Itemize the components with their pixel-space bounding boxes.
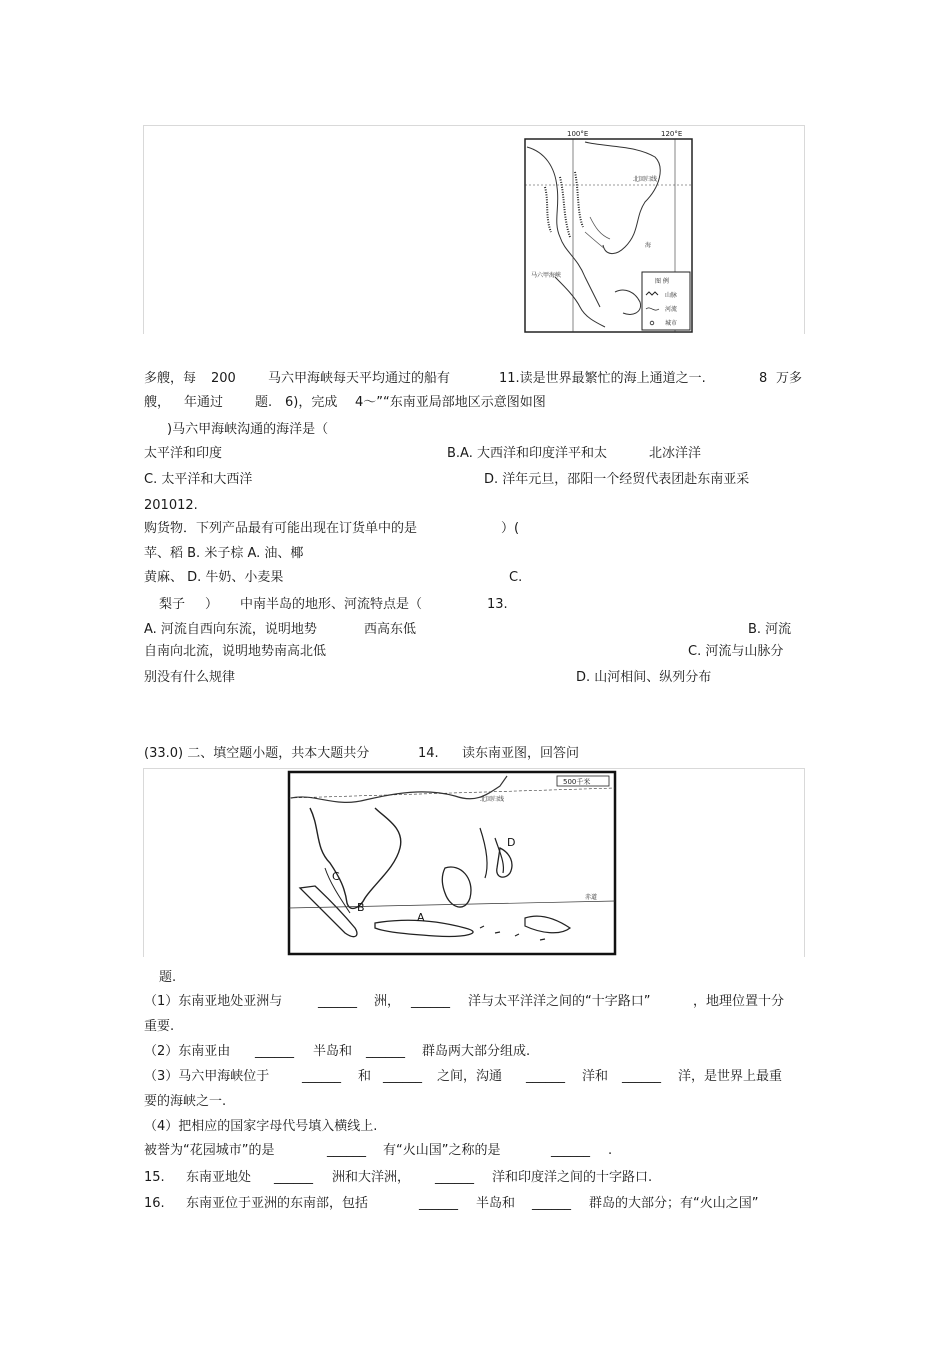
q14-p3-blank2: ______	[383, 1069, 422, 1084]
q13-option-a: A. 河流自西向东流，说明地势	[144, 622, 317, 637]
q13-option-a2: 西高东低	[364, 622, 417, 637]
map-strait-label: 马六甲海峡	[531, 272, 562, 279]
map2-label-a: A	[417, 911, 425, 924]
q11-l1-f: 万多	[776, 371, 803, 386]
q12-close-paren: ）	[205, 597, 219, 612]
q14-p3-b: 和	[358, 1069, 372, 1084]
map2-label-d: D	[507, 836, 516, 849]
q11-l1-b: 200	[211, 371, 236, 386]
q11-l1-a: 多艘，每	[144, 371, 197, 386]
q14-stem: 读东南亚图，回答问	[462, 746, 580, 761]
q14-p1-c: 洋与太平洋洋之间的“十字路口”	[468, 994, 651, 1009]
q16-number: 16.	[144, 1196, 165, 1211]
q15-blank2: ______	[435, 1170, 474, 1185]
q14-p1-blank1: ______	[318, 994, 357, 1009]
map-legend-river: 河流	[665, 306, 678, 313]
q11-l2-a: 艘，	[144, 395, 171, 410]
q14-p5-c: .	[608, 1143, 613, 1158]
q14-p1-e: 重要.	[144, 1019, 175, 1034]
q14-p2-a: （2）东南亚由	[144, 1044, 231, 1059]
q14-p2-c: 群岛两大部分组成.	[422, 1044, 531, 1059]
q14-p3-blank4: ______	[622, 1069, 661, 1084]
map2-scale: 500千米	[563, 778, 591, 786]
q14-p3-f: 要的海峡之一.	[144, 1094, 227, 1109]
q13-stem: 中南半岛的地形、河流特点是（	[240, 597, 423, 612]
q14-p1-blank2: ______	[411, 994, 450, 1009]
q16-c: 群岛的大部分；有“火山之国”	[589, 1196, 759, 1211]
q14-p2-blank2: ______	[366, 1044, 405, 1059]
q14-p3-a: （3）马六甲海峡位于	[144, 1069, 270, 1084]
q11-option-d: D. 洋年元旦，邵阳一个经贸代表团赴东南亚采	[484, 472, 750, 487]
q14-p5-b: 有“火山国”之称的是	[383, 1143, 501, 1158]
q11-l1-d: 11.读是世界最繁忙的海上通道之一.	[499, 371, 706, 386]
q12-options-3: 梨子	[159, 597, 186, 612]
map2-label-b: B	[357, 901, 365, 914]
q12-stem-b: ）(	[501, 521, 520, 536]
q13-number: 13.	[487, 597, 508, 612]
q11-l2-c: 题.	[255, 395, 273, 410]
map2-tropic-label: 北回归线	[480, 796, 505, 803]
q16-b: 半岛和	[476, 1196, 516, 1211]
q14-p3-e: 洋，是世界上最重	[678, 1069, 783, 1084]
q11-l1-c: 马六甲海峡每天平均通过的船有	[268, 371, 451, 386]
q14-p2-blank1: ______	[255, 1044, 294, 1059]
q14-p5-a: 被誉为“花园城市”的是	[144, 1143, 275, 1158]
map2-label-c: C	[332, 870, 340, 883]
map-legend-mountain: 山脉	[665, 292, 678, 299]
q16-a: 东南亚位于亚洲的东南部，包括	[186, 1196, 369, 1211]
q15-c: 洋和印度洋之间的十字路口.	[492, 1170, 653, 1185]
q14-p3-d: 洋和	[582, 1069, 609, 1084]
map2-equator-label: 赤道	[585, 894, 598, 901]
map-lon-100-label: 100°E	[567, 130, 589, 138]
q12-option-c: C.	[509, 570, 523, 585]
q14-p3-c: 之间，沟通	[437, 1069, 503, 1084]
figure-frame-top	[143, 125, 805, 334]
q15-blank1: ______	[274, 1170, 313, 1185]
q14-number: 14.	[418, 746, 439, 761]
q15-number: 15.	[144, 1170, 165, 1185]
map-tropic-label: 北回归线	[633, 176, 658, 183]
q12-year: 201012.	[144, 498, 198, 513]
q14-p1-b: 洲，	[374, 994, 401, 1009]
section2-title: (33.0) 二、填空题小题，共本大题共分	[144, 746, 370, 761]
q11-l2-e: 4～”“东南亚局部地区示意图如图	[355, 395, 546, 410]
q11-l2-d: 6)，完成	[285, 395, 338, 410]
map-sea-label: 海	[645, 242, 652, 249]
q16-blank1: ______	[419, 1196, 458, 1211]
q11-option-c: C. 太平洋和大西洋	[144, 472, 253, 487]
map-lon-120-label: 120°E	[661, 130, 683, 138]
q15-b: 洲和大洋洲，	[332, 1170, 411, 1185]
q11-option-b: B.A. 大西洋和印度洋平和太	[447, 446, 607, 461]
q13-option-d: D. 山河相间、纵列分布	[576, 670, 712, 685]
map-legend-city: 城市	[665, 320, 678, 327]
q11-l3: )马六甲海峡沟通的海洋是（	[167, 422, 329, 437]
q12-options-1: 苹、稻 B. 米子棕 A. 油、椰	[144, 546, 304, 561]
map-legend-title: 图 例	[655, 278, 669, 285]
q14-p5-blank1: ______	[327, 1143, 366, 1158]
q13-option-c2: 别没有什么规律	[144, 670, 236, 685]
q14-p3-blank1: ______	[302, 1069, 341, 1084]
q14-p1-a: （1）东南亚地处亚洲与	[144, 994, 283, 1009]
q11-option-b2: 北冰洋洋	[649, 446, 702, 461]
q13-option-b2: 自南向北流，说明地势南高北低	[144, 644, 327, 659]
q14-p1-d: ，地理位置十分	[693, 994, 785, 1009]
southeast-asia-map	[285, 768, 620, 958]
q14-title-tail: 题.	[159, 970, 177, 985]
q12-options-2: 黄麻、 D. 牛奶、小麦果	[144, 570, 284, 585]
q11-l1-e: 8	[759, 371, 768, 386]
q11-l2-b: 年通过	[184, 395, 224, 410]
q14-p5-blank2: ______	[551, 1143, 590, 1158]
q14-p2-b: 半岛和	[313, 1044, 353, 1059]
q13-option-b: B. 河流	[748, 622, 792, 637]
q16-blank2: ______	[532, 1196, 571, 1211]
q12-stem-a: 购货物．下列产品最有可能出现在订货单中的是	[144, 521, 418, 536]
q15-a: 东南亚地处	[186, 1170, 252, 1185]
q14-p3-blank3: ______	[526, 1069, 565, 1084]
q14-p4: （4）把相应的国家字母代号填入横线上.	[144, 1119, 378, 1134]
q13-option-c: C. 河流与山脉分	[688, 644, 784, 659]
q11-option-a: 太平洋和印度	[144, 446, 223, 461]
southeast-asia-regional-map	[515, 127, 700, 337]
